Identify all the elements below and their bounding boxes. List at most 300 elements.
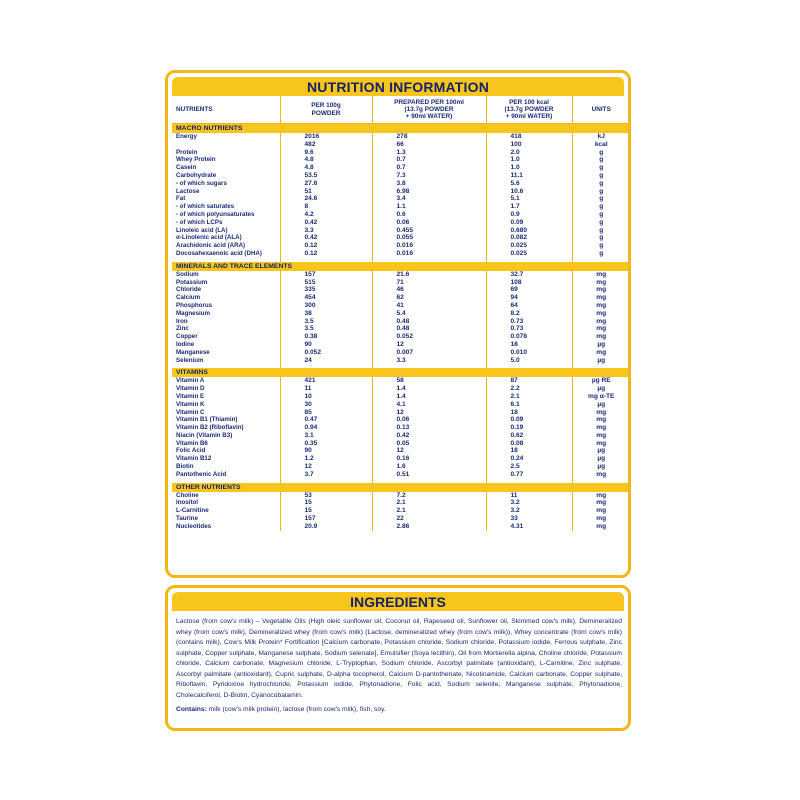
value-per-100g: 157 [280,515,372,523]
unit: kcal [572,141,630,149]
value-per-100ml: 0.016 [372,242,486,250]
value-per-100kcal: 5.1 [486,195,572,203]
nutrient-name: Fat [176,195,186,203]
table-row [172,180,630,188]
value-per-100g: 15 [280,499,372,507]
nutrient-name: Folic Acid [176,447,206,455]
value-per-100g: 3.5 [280,325,372,333]
unit: µg [572,401,630,409]
value-per-100kcal: 18 [486,447,572,455]
section-title: MACRO NUTRIENTS [172,124,630,134]
value-per-100kcal: 8.2 [486,310,572,318]
unit: g [572,156,630,164]
value-per-100kcal: 87 [486,377,572,385]
nutrition-table [172,96,630,531]
value-per-100g: 20.9 [280,523,372,531]
value-per-100g: 1.2 [280,455,372,463]
table-row [172,271,630,279]
value-per-100ml: 5.4 [372,310,486,318]
nutrient-name: Vitamin K [176,400,205,408]
value-per-100kcal: 2.2 [486,385,572,393]
nutrient-name: Carbohydrate [176,171,217,179]
value-per-100g: 421 [280,377,372,385]
nutrient-name: Vitamin E [176,392,205,400]
value-per-100ml: 278 [372,133,486,141]
nutrient-name: Inositol [176,499,198,507]
value-per-100ml: 0.51 [372,471,486,479]
table-row [172,385,630,393]
value-per-100ml: 0.7 [372,164,486,172]
value-per-100g: 90 [280,447,372,455]
section-title: VITAMINS [172,368,630,377]
nutrition-title: NUTRITION INFORMATION [172,77,624,96]
value-per-100ml: 2.86 [372,523,486,531]
header-nutrients: NUTRIENTS [172,96,280,124]
value-per-100ml: 12 [372,341,486,349]
unit: g [572,203,630,211]
value-per-100kcal: 10.6 [486,188,572,196]
unit: µg [572,357,630,365]
value-per-100kcal: 18 [486,409,572,417]
nutrient-name: Protein [176,148,198,156]
unit: g [572,172,630,180]
value-per-100ml: 71 [372,279,486,287]
table-row [172,203,630,211]
unit: g [572,250,630,258]
table-row [172,195,630,203]
nutrient-name: Sodium [176,270,199,278]
header-units: UNITS [572,96,630,124]
value-per-100ml: 0.48 [372,325,486,333]
table-row [172,409,630,417]
value-per-100g: 10 [280,393,372,401]
value-per-100ml: 2.1 [372,507,486,515]
table-row [172,341,630,349]
value-per-100g: 335 [280,286,372,294]
value-per-100g: 11 [280,385,372,393]
section-header [172,124,630,134]
unit: mg [572,310,630,318]
nutrient-name: Linoleic acid (LA) [176,226,228,234]
unit: mg [572,492,630,500]
nutrient-name: Taurine [176,515,198,523]
value-per-100ml: 0.16 [372,455,486,463]
value-per-100g: 0.052 [280,349,372,357]
value-per-100ml: 46 [372,286,486,294]
nutrient-name: Zinc [176,325,189,333]
unit: g [572,219,630,227]
nutrient-name: Pantothenic Acid [176,470,227,478]
nutrient-name: - of which polyunsaturates [176,210,255,218]
table-row [172,523,630,531]
nutrient-name: Energy [176,133,197,140]
nutrient-name: Vitamin B1 (Thiamin) [176,416,238,424]
table-row [172,447,630,455]
allergen-statement [176,705,622,715]
nutrient-name [172,141,280,149]
section-header [172,262,630,271]
value-per-100kcal: 0.9 [486,211,572,219]
table-row [172,188,630,196]
value-per-100kcal: 11.1 [486,172,572,180]
unit: mg [572,523,630,531]
value-per-100g: 0.42 [280,219,372,227]
unit: mg [572,409,630,417]
nutrient-name: Niacin (Vitamin B3) [176,431,233,439]
nutrient-name: Chloride [176,286,202,294]
nutrient-name: Copper [176,333,198,341]
nutrient-name: Iodine [176,340,195,348]
unit: g [572,188,630,196]
value-per-100kcal: 94 [486,294,572,302]
value-per-100ml: 0.055 [372,234,486,242]
value-per-100ml: 0.05 [372,440,486,448]
nutrient-name: Vitamin C [176,408,205,416]
value-per-100kcal: 5.0 [486,357,572,365]
value-per-100kcal: 1.7 [486,203,572,211]
table-row [172,302,630,310]
value-per-100g: 0.42 [280,234,372,242]
header-per-100ml: PREPARED PER 100ml (13.7g POWDER + 90ml WATER) [372,96,486,124]
value-per-100ml: 41 [372,302,486,310]
value-per-100ml: 3.4 [372,195,486,203]
table-row [172,294,630,302]
nutrient-name: Choline [176,491,199,499]
table-row [172,318,630,326]
value-per-100g: 0.12 [280,242,372,250]
value-per-100g: 515 [280,279,372,287]
value-per-100g: 0.94 [280,424,372,432]
value-per-100ml: 4.1 [372,401,486,409]
value-per-100g: 30 [280,401,372,409]
table-row [172,424,630,432]
value-per-100kcal: 2.5 [486,463,572,471]
value-per-100ml: 21.6 [372,271,486,279]
value-per-100g: 9.6 [280,149,372,157]
unit: µg [572,385,630,393]
value-per-100ml: 0.6 [372,211,486,219]
value-per-100g: 53.5 [280,172,372,180]
value-per-100g: 3.3 [280,227,372,235]
value-per-100kcal: 6.1 [486,401,572,409]
contains-text: milk (cow's milk protein), lactose (from cow's milk), fish, soy. [208,706,386,713]
value-per-100g: 27.6 [280,180,372,188]
nutrient-name: Arachidonic acid (ARA) [176,242,246,250]
table-row [172,286,630,294]
unit: mg [572,286,630,294]
nutrient-name: Manganese [176,348,210,356]
value-per-100kcal: 0.09 [486,416,572,424]
value-per-100kcal: 0.77 [486,471,572,479]
table-row [172,349,630,357]
value-per-100kcal: 100 [486,141,572,149]
value-per-100ml: 66 [372,141,486,149]
value-per-100g: 12 [280,463,372,471]
table-row [172,416,630,424]
value-per-100g: 38 [280,310,372,318]
value-per-100kcal: 3.2 [486,507,572,515]
unit: g [572,164,630,172]
value-per-100kcal: 18 [486,341,572,349]
value-per-100g: 3.7 [280,471,372,479]
nutrient-name: Nucleotides [176,522,212,530]
value-per-100ml: 7.3 [372,172,486,180]
table-row [172,242,630,250]
value-per-100kcal: 0.082 [486,234,572,242]
value-per-100kcal: 69 [486,286,572,294]
value-per-100ml: 7.2 [372,492,486,500]
unit: µg [572,455,630,463]
table-row [172,507,630,515]
value-per-100g: 0.35 [280,440,372,448]
nutrient-name: L-Carnitine [176,507,209,515]
nutrient-name: Biotin [176,463,194,471]
value-per-100ml: 0.016 [372,250,486,258]
value-per-100g: 482 [280,141,372,149]
nutrient-name: Vitamin B12 [176,455,212,463]
value-per-100kcal: 1.0 [486,156,572,164]
value-per-100kcal: 0.09 [486,219,572,227]
section-header [172,483,630,492]
value-per-100g: 4.8 [280,164,372,172]
value-per-100kcal: 0.680 [486,227,572,235]
value-per-100ml: 12 [372,409,486,417]
value-per-100kcal: 32.7 [486,271,572,279]
value-per-100ml: 1.4 [372,385,486,393]
nutrient-name: Iron [176,317,188,325]
value-per-100kcal: 0.62 [486,432,572,440]
unit: µg [572,447,630,455]
header-per-100g: PER 100g POWDER [280,96,372,124]
value-per-100ml: 0.052 [372,333,486,341]
unit: mg [572,302,630,310]
header-per-100kcal: PER 100 kcal (13.7g POWDER + 90ml WATER) [486,96,572,124]
value-per-100kcal: 0.010 [486,349,572,357]
ingredients-text: Lactose (from cow's milk) – Vegetable Oils (High oleic sunflower oil, Coconut oil, Rapeseed oil, Sunflower oil, Skimmed cow's milk), Demineralized whey (from cow's milk), Demineralized whey (from cow's milk) (Lactose, demineralized whey (from cow's milk)), Whey concentrate (from cow's milk) (contains milk), Cow's Milk Protein* Fortification [Calcium carbonate, Potassium chloride, Sodium chloride, Potassium iodide, Ferrous sulphate, Zinc sulphate, Copper sulphate, Manganese sulphate, Sodium selenate], Emulsifier (Soya lecithin), Oil from Mortierella alpina, Choline chloride, Potassium chloride, Calcium carbonate, Magnesium chloride, L-Tryptophan, Sodium chloride, Ascorbyl palmitate (antioxidant), L-Carnitine, Zinc sulphate, Ascorbyl palmitate (antioxidant), Cupric sulphate, D-alpha tocopherol, Calcium D-pantothenate, Nicotinamide, Calcium carbonate, Copper sulphate, Riboflavin, Pyridoxine hydrochloride, Potassium iodide, Phytonadione, Folic acid, Sodium selenite, Manganese sulphate, Phytonadione, Cholecalciferol, D-Biotin, Cyanocobalamin. [176,618,622,699]
unit: g [572,211,630,219]
unit: µg [572,341,630,349]
table-row [172,515,630,523]
nutrient-name: Vitamin A [176,377,205,385]
table-row [172,164,630,172]
nutrient-name: Phosphorus [176,301,213,309]
value-per-100ml: 0.06 [372,219,486,227]
value-per-100kcal: 0.078 [486,333,572,341]
value-per-100ml: 0.7 [372,156,486,164]
value-per-100g: 157 [280,271,372,279]
nutrient-name: Casein [176,164,197,172]
value-per-100kcal: 0.19 [486,424,572,432]
unit: g [572,195,630,203]
value-per-100kcal: 108 [486,279,572,287]
value-per-100g: 3.5 [280,318,372,326]
unit: µg RE [572,377,630,385]
value-per-100g: 24 [280,357,372,365]
value-per-100kcal: 64 [486,302,572,310]
value-per-100g: 300 [280,302,372,310]
value-per-100kcal: 4.31 [486,523,572,531]
nutrient-name: Docosahexaenoic acid (DHA) [176,249,262,257]
value-per-100g: 454 [280,294,372,302]
unit: mg [572,271,630,279]
nutrition-body [172,124,630,531]
value-per-100kcal: 0.025 [486,242,572,250]
ingredients-title: INGREDIENTS [172,592,624,611]
unit: mg [572,349,630,357]
unit: mg [572,440,630,448]
value-per-100g: 15 [280,507,372,515]
table-row [172,455,630,463]
ingredients-panel [165,585,631,731]
unit: mg [572,432,630,440]
nutrient-name: Whey Protein [176,156,216,164]
unit: µg [572,463,630,471]
unit: mg [572,279,630,287]
section-title: MINERALS AND TRACE ELEMENTS [172,262,630,271]
value-per-100ml: 1.1 [372,203,486,211]
value-per-100ml: 3.3 [372,357,486,365]
unit: mg [572,333,630,341]
table-row [172,440,630,448]
value-per-100kcal: 2.0 [486,149,572,157]
table-row [172,211,630,219]
value-per-100g: 51 [280,188,372,196]
unit: mg [572,471,630,479]
section-header [172,368,630,377]
value-per-100kcal: 0.73 [486,318,572,326]
contains-label: Contains: [176,706,207,713]
nutrient-name: - of which saturates [176,203,235,211]
table-row [172,492,630,500]
value-per-100g: 0.47 [280,416,372,424]
nutrient-name: Selenium [176,356,204,364]
value-per-100ml: 0.13 [372,424,486,432]
nutrition-panel [165,70,631,578]
nutrient-name: Vitamin B6 [176,439,208,447]
table-row [172,234,630,242]
table-row [172,219,630,227]
value-per-100ml: 2.1 [372,499,486,507]
table-row [172,377,630,385]
unit: g [572,227,630,235]
value-per-100kcal: 0.08 [486,440,572,448]
table-row [172,432,630,440]
unit: g [572,149,630,157]
unit: mg α-TE [572,393,630,401]
value-per-100g: 0.12 [280,250,372,258]
value-per-100kcal: 11 [486,492,572,500]
value-per-100ml: 12 [372,447,486,455]
value-per-100ml: 1.4 [372,393,486,401]
unit: g [572,234,630,242]
value-per-100ml: 62 [372,294,486,302]
unit: mg [572,325,630,333]
table-row [172,471,630,479]
value-per-100kcal: 2.1 [486,393,572,401]
unit: mg [572,318,630,326]
table-row [172,401,630,409]
nutrient-name: Vitamin B2 (Riboflavin) [176,424,244,432]
value-per-100g: 24.6 [280,195,372,203]
table-row [172,156,630,164]
nutrient-name: Vitamin D [176,385,205,393]
unit: mg [572,507,630,515]
table-row [172,141,630,149]
value-per-100ml: 1.3 [372,149,486,157]
value-per-100kcal: 418 [486,133,572,141]
value-per-100ml: 0.42 [372,432,486,440]
value-per-100ml: 1.6 [372,463,486,471]
unit: g [572,242,630,250]
value-per-100kcal: 33 [486,515,572,523]
table-row [172,357,630,365]
value-per-100ml: 0.007 [372,349,486,357]
nutrient-name: Potassium [176,278,208,286]
value-per-100g: 3.1 [280,432,372,440]
table-row [172,393,630,401]
value-per-100g: 85 [280,409,372,417]
table-row [172,133,630,141]
table-row [172,279,630,287]
value-per-100kcal: 3.2 [486,499,572,507]
value-per-100ml: 0.455 [372,227,486,235]
table-row [172,250,630,258]
unit: kJ [572,133,630,141]
table-row [172,172,630,180]
value-per-100ml: 58 [372,377,486,385]
value-per-100ml: 0.48 [372,318,486,326]
section-title: OTHER NUTRIENTS [172,483,630,492]
nutrient-name: α-Linolenic acid (ALA) [176,234,242,242]
value-per-100g: 90 [280,341,372,349]
value-per-100ml: 6.98 [372,188,486,196]
nutrient-name: - of which LCPs [176,218,223,226]
value-per-100g: 0.38 [280,333,372,341]
nutrient-name: Calcium [176,294,201,302]
value-per-100g: 8 [280,203,372,211]
value-per-100kcal: 0.025 [486,250,572,258]
value-per-100kcal: 5.6 [486,180,572,188]
value-per-100g: 4.2 [280,211,372,219]
header-row [172,96,630,124]
table-row [172,149,630,157]
unit: mg [572,294,630,302]
unit: mg [572,499,630,507]
nutrient-name: - of which sugars [176,179,227,187]
nutrient-name: Lactose [176,187,200,195]
unit: mg [572,515,630,523]
unit: mg [572,424,630,432]
table-row [172,325,630,333]
value-per-100kcal: 1.0 [486,164,572,172]
unit: g [572,180,630,188]
value-per-100g: 4.8 [280,156,372,164]
nutrient-name: Magnesium [176,309,211,317]
value-per-100g: 2016 [280,133,372,141]
table-row [172,463,630,471]
value-per-100kcal: 0.24 [486,455,572,463]
value-per-100g: 53 [280,492,372,500]
value-per-100kcal: 0.73 [486,325,572,333]
unit: mg [572,416,630,424]
value-per-100ml: 3.8 [372,180,486,188]
value-per-100ml: 22 [372,515,486,523]
table-row [172,310,630,318]
value-per-100ml: 0.06 [372,416,486,424]
table-row [172,227,630,235]
table-row [172,499,630,507]
table-row [172,333,630,341]
